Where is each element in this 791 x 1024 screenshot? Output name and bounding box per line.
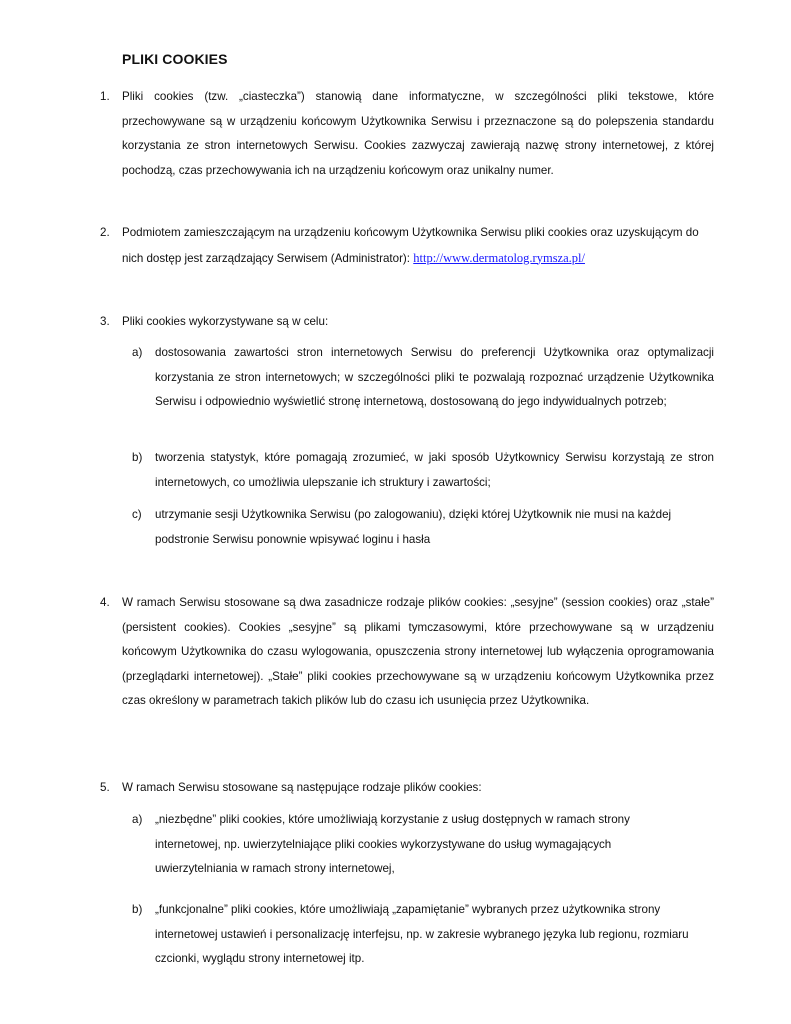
- item-text: [122, 221, 714, 271]
- sub-list-item: [132, 341, 714, 415]
- sub-item-label: a): [132, 813, 143, 826]
- item-number: 1.: [100, 90, 110, 103]
- item-number: 5.: [100, 781, 110, 794]
- item-text: Pliki cookies (tzw. „ciasteczka”) stanowią dane informatyczne, w szczególności pliki tekstowe, które przechowywane są w urządzeniu końcowym Użytkownika Serwisu i przeznaczone są do polepszenia standardu korzystania ze stron internetowych Serwisu. Cookies zazwyczaj zawierają nazwę strony internetowej, z której pochodzą, czas przechowywania ich na urządzeniu końcowym oraz unikalny numer.: [122, 90, 714, 177]
- sub-list-item: [132, 503, 714, 552]
- sub-item-text: dostosowania zawartości stron internetowych Serwisu do preferencji Użytkownika oraz optymalizacji korzystania ze stron internetowych; w szczególności pliki te pozwalają rozpoznać urządzenie Użytkownika Serwisu i odpowiednio wyświetlić stronę internetową, dostosowaną do jego indywidualnych potrzeb;: [155, 346, 714, 409]
- sub-list-item: [132, 898, 722, 972]
- sub-item-label: a): [132, 346, 143, 359]
- sub-item-label: b): [132, 451, 143, 464]
- item-text-content: Podmiotem zamieszczającym na urządzeniu końcowym Użytkownika Serwisu pliki cookies oraz uzyskującym do nich dostęp jest zarządzający Serwisem (Administrator):: [122, 226, 699, 265]
- sub-item-label: b): [132, 903, 143, 916]
- list-item: [100, 776, 714, 801]
- sub-list-item: [132, 446, 714, 495]
- sub-item-text: „niezbędne” pliki cookies, które umożliwiają korzystanie z usług dostępnych w ramach strony internetowej, np. uwierzytelniające pliki cookies wykorzystywane do usług wymagających uwierzytelniania w ramach strony internetowej,: [155, 813, 630, 876]
- list-item: [100, 85, 714, 183]
- sub-item-text: utrzymanie sesji Użytkownika Serwisu (po zalogowaniu), dzięki której Użytkownik nie musi na każdej podstronie Serwisu ponownie wpisywać loginu i hasła: [155, 508, 672, 546]
- administrator-link[interactable]: http://www.dermatolog.rymsza.pl/: [413, 250, 585, 265]
- item-text: W ramach Serwisu stosowane są następujące rodzaje plików cookies:: [122, 781, 482, 794]
- list-item: [100, 221, 714, 271]
- item-number: 4.: [100, 596, 110, 609]
- sub-item-label: c): [132, 508, 142, 521]
- list-item: [100, 310, 714, 335]
- item-number: 2.: [100, 226, 110, 239]
- sub-item-text: „funkcjonalne” pliki cookies, które umożliwiają „zapamiętanie” wybranych przez użytkownika strony internetowej ustawień i personalizację interfejsu, np. w zakresie wybranego języka lub regionu, rozmiaru czcionki, wyglądu strony internetowej itp.: [155, 903, 689, 966]
- sub-item-text: tworzenia statystyk, które pomagają zrozumieć, w jaki sposób Użytkownicy Serwisu korzystają ze stron internetowych, co umożliwia ulepszanie ich struktury i zawartości;: [155, 451, 714, 489]
- page-title: PLIKI COOKIES: [122, 51, 228, 67]
- item-text: W ramach Serwisu stosowane są dwa zasadnicze rodzaje plików cookies: „sesyjne” (session cookies) oraz „stałe” (persistent cookies). Cookies „sesyjne” są plikami tymczasowymi, które przechowywane są w urządzeniu końcowym Użytkownika do czasu wylogowania, opuszczenia strony internetowej lub wyłączenia oprogramowania (przeglądarki internetowej). „Stałe” pliki cookies przechowywane są w urządzeniu końcowym Użytkownika przez czas określony w parametrach takich plików lub do czasu ich usunięcia przez Użytkownika.: [122, 596, 714, 708]
- item-text: Pliki cookies wykorzystywane są w celu:: [122, 315, 329, 328]
- list-item: [100, 591, 714, 714]
- item-number: 3.: [100, 315, 110, 328]
- sub-list-item: [132, 808, 678, 882]
